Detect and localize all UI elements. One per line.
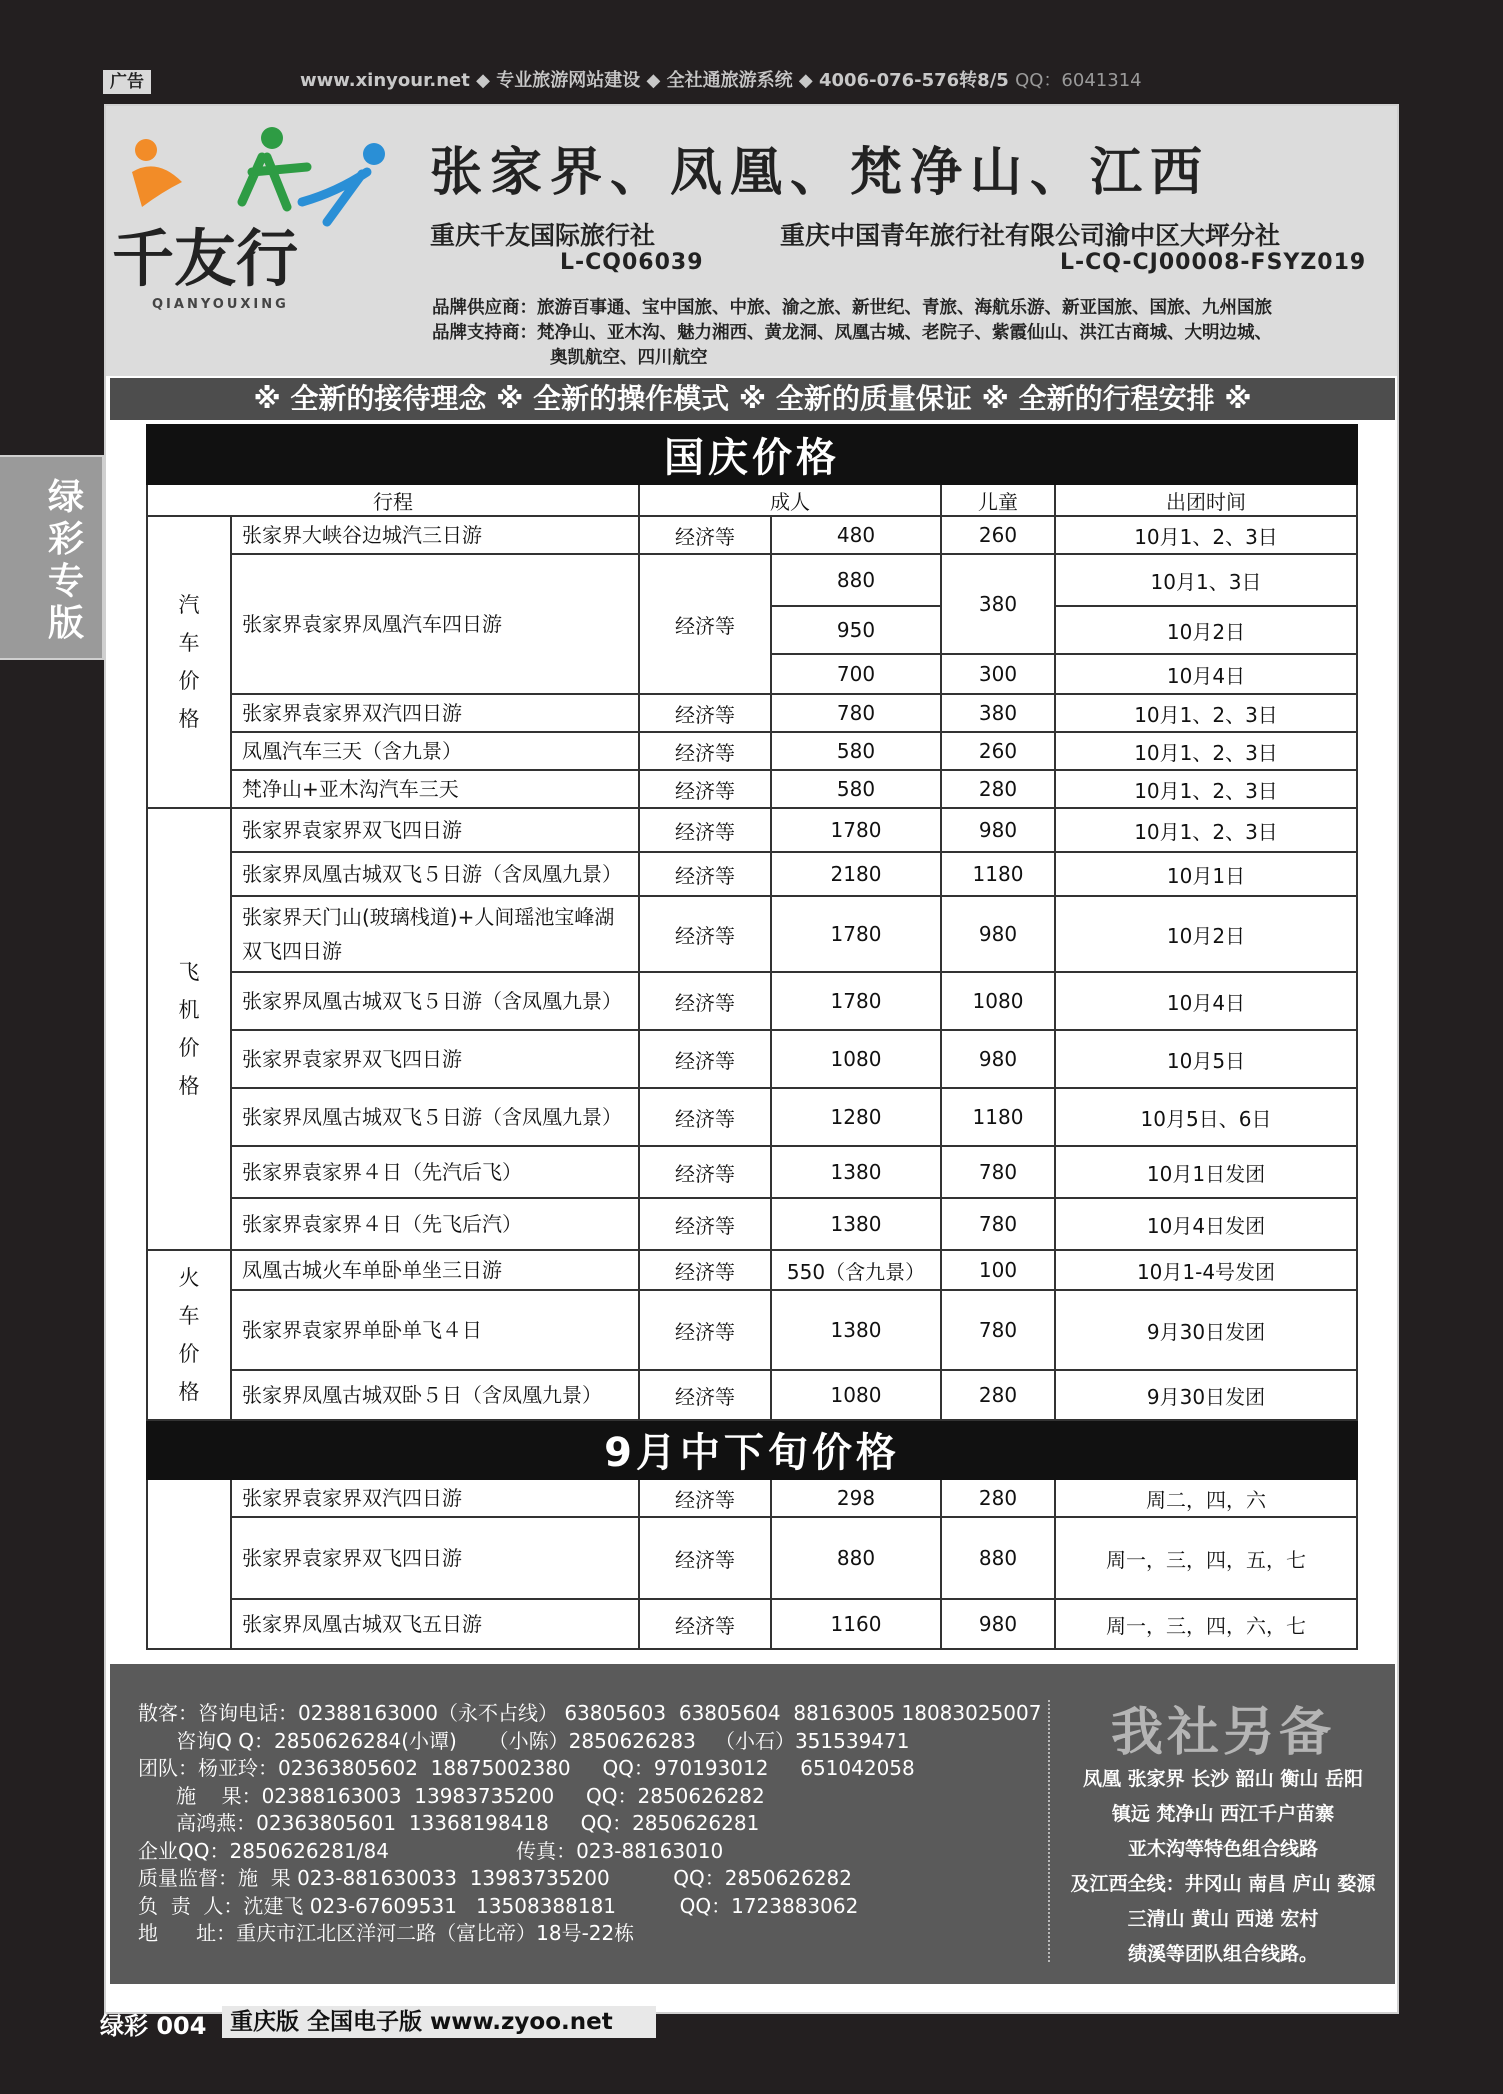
child-price: 380 — [941, 554, 1055, 654]
logo-green-figure-icon — [261, 127, 283, 149]
child-price: 980 — [941, 896, 1055, 972]
also-offer-line: 及江西全线：井冈山 南昌 庐山 婺源 — [1070, 1873, 1376, 1895]
child-price: 260 — [941, 732, 1055, 770]
contact-line: 散客：咨询电话：02388163000（永不占线） 63805603 63805604 88163005 18083025007 — [138, 1701, 1042, 1725]
departure-dates: 10月1日 — [1055, 852, 1357, 896]
grade-cell: 经济等 — [639, 554, 771, 694]
adult-price: 580 — [771, 732, 941, 770]
departure-dates: 10月4日 — [1055, 972, 1357, 1030]
route-cell: 张家界凤凰古城双卧５日（含凤凰九景） — [231, 1370, 639, 1420]
route-cell: 凤凰汽车三天（含九景） — [231, 732, 639, 770]
route-cell: 张家界袁家界双汽四日游 — [231, 1479, 639, 1517]
child-price: 100 — [941, 1250, 1055, 1290]
price-table — [146, 424, 1358, 1650]
adult-price: 1080 — [771, 1370, 941, 1420]
table-row — [147, 852, 1357, 896]
adult-price: 1080 — [771, 1030, 941, 1088]
table-header-row — [147, 484, 1357, 516]
september-title: 9月中下旬价格 — [147, 1420, 1357, 1479]
departure-dates: 9月30日发团 — [1055, 1290, 1357, 1370]
departure-dates: 10月5日、6日 — [1055, 1088, 1357, 1146]
september-banner — [147, 1420, 1357, 1479]
child-price: 1180 — [941, 1088, 1055, 1146]
grade-cell: 经济等 — [639, 770, 771, 808]
departure-dates: 10月1、2、3日 — [1055, 732, 1357, 770]
child-price: 1080 — [941, 972, 1055, 1030]
adult-price: 1380 — [771, 1146, 941, 1198]
grade-cell: 经济等 — [639, 1250, 771, 1290]
adult-price: 880 — [771, 554, 941, 606]
route-cell: 张家界大峡谷边城汽三日游 — [231, 516, 639, 554]
child-price: 1180 — [941, 852, 1055, 896]
route-cell: 张家界袁家界双飞四日游 — [231, 808, 639, 852]
category-plane: 飞机价格 — [147, 808, 231, 1250]
national-day-title: 国庆价格 — [147, 425, 1357, 484]
departure-dates: 10月4日 — [1055, 654, 1357, 694]
ad-tag: 广告 — [103, 70, 151, 94]
grade-cell: 经济等 — [639, 1290, 771, 1370]
adult-price: 700 — [771, 654, 941, 694]
side-tab-label: 绿彩专版 — [48, 477, 85, 644]
table-row — [147, 1599, 1357, 1649]
child-price: 880 — [941, 1517, 1055, 1599]
headline: 张家界、凤凰、梵净山、江西 — [430, 142, 1211, 203]
child-price: 780 — [941, 1290, 1055, 1370]
adult-price: 880 — [771, 1517, 941, 1599]
table-row — [147, 1030, 1357, 1088]
child-price: 980 — [941, 808, 1055, 852]
table-row — [147, 1146, 1357, 1198]
contact-info — [138, 1700, 1058, 1948]
logo-text: 千友行 — [112, 222, 299, 295]
grade-cell: 经济等 — [639, 1088, 771, 1146]
grade-cell: 经济等 — [639, 732, 771, 770]
child-price: 380 — [941, 694, 1055, 732]
brand-supporters-cont: 奥凯航空、四川航空 — [550, 348, 708, 368]
grade-cell: 经济等 — [639, 972, 771, 1030]
col-dates: 出团时间 — [1055, 484, 1357, 516]
also-offer-line: 镇远 梵净山 西江千户苗寨 — [1111, 1803, 1335, 1825]
route-cell: 张家界凤凰古城双飞５日游（含凤凰九景） — [231, 972, 639, 1030]
contact-line: 高鸿燕：02363805601 13368198418 QQ：2850626281 — [138, 1811, 760, 1835]
logo — [112, 112, 392, 312]
child-price: 300 — [941, 654, 1055, 694]
departure-dates: 周一，三，四，六，七 — [1055, 1599, 1357, 1649]
grade-cell: 经济等 — [639, 1370, 771, 1420]
table-row — [147, 896, 1357, 972]
top-info-line — [300, 68, 1300, 94]
child-price: 280 — [941, 1370, 1055, 1420]
departure-dates: 10月1、3日 — [1055, 554, 1357, 606]
top-services: ◆ 专业旅游网站建设 ◆ 全社通旅游系统 ◆ 4006-076-576转8/5 — [476, 70, 1009, 91]
departure-dates: 10月2日 — [1055, 896, 1357, 972]
table-row — [147, 554, 1357, 606]
grade-cell: 经济等 — [639, 1599, 771, 1649]
route-cell: 张家界凤凰古城双飞５日游（含凤凰九景） — [231, 852, 639, 896]
route-cell: 张家界袁家界双飞四日游 — [231, 1030, 639, 1088]
table-row — [147, 1517, 1357, 1599]
child-price: 280 — [941, 1479, 1055, 1517]
grade-cell: 经济等 — [639, 1198, 771, 1250]
also-offer-line: 绩溪等团队组合线路。 — [1127, 1943, 1318, 1965]
adult-price: 1780 — [771, 808, 941, 852]
edition-link[interactable]: 重庆版 全国电子版 www.zyoo.net — [222, 2006, 656, 2038]
table-row — [147, 1250, 1357, 1290]
grade-cell: 经济等 — [639, 808, 771, 852]
grade-cell: 经济等 — [639, 1146, 771, 1198]
table-row — [147, 1198, 1357, 1250]
grade-cell: 经济等 — [639, 1479, 771, 1517]
table-row — [147, 770, 1357, 808]
logo-orange-figure-icon — [135, 139, 157, 161]
departure-dates: 周一，三，四，五，七 — [1055, 1517, 1357, 1599]
page-number: 绿彩 004 — [100, 2012, 207, 2040]
grade-cell: 经济等 — [639, 1030, 771, 1088]
grade-cell: 经济等 — [639, 516, 771, 554]
brand-suppliers: 品牌供应商：旅游百事通、宝中国旅、中旅、渝之旅、新世纪、青旅、海航乐游、新亚国旅、国旅、九州国旅 — [432, 298, 1272, 318]
route-cell: 张家界天门山(玻璃栈道)+人间瑶池宝峰湖双飞四日游 — [231, 896, 639, 972]
national-day-banner — [147, 425, 1357, 484]
agency-right-name: 重庆中国青年旅行社有限公司渝中区大坪分社 — [780, 221, 1281, 250]
table-row — [147, 1370, 1357, 1420]
adult-price: 298 — [771, 1479, 941, 1517]
child-price: 280 — [941, 770, 1055, 808]
departure-dates: 10月1、2、3日 — [1055, 808, 1357, 852]
category-train: 火车价格 — [147, 1250, 231, 1420]
departure-dates: 10月1、2、3日 — [1055, 694, 1357, 732]
route-cell: 梵净山+亚木沟汽车三天 — [231, 770, 639, 808]
child-price: 980 — [941, 1599, 1055, 1649]
table-row — [147, 1479, 1357, 1517]
table-row — [147, 516, 1357, 554]
child-price: 980 — [941, 1030, 1055, 1088]
logo-subtext: QIANYOUXING — [152, 297, 289, 312]
departure-dates: 10月1日发团 — [1055, 1146, 1357, 1198]
adult-price: 580 — [771, 770, 941, 808]
col-adult: 成人 — [639, 484, 941, 516]
adult-price: 480 — [771, 516, 941, 554]
route-cell: 张家界袁家界单卧单飞４日 — [231, 1290, 639, 1370]
route-cell: 张家界袁家界双汽四日游 — [231, 694, 639, 732]
also-offer-line: 凤凰 张家界 长沙 韶山 衡山 岳阳 — [1082, 1768, 1364, 1790]
adult-price: 1780 — [771, 972, 941, 1030]
departure-dates: 10月1-4号发团 — [1055, 1250, 1357, 1290]
top-qq: QQ：6041314 — [1015, 70, 1142, 91]
col-child: 儿童 — [941, 484, 1055, 516]
col-route: 行程 — [147, 484, 639, 516]
table-row — [147, 732, 1357, 770]
grade-cell: 经济等 — [639, 1517, 771, 1599]
table-row — [147, 694, 1357, 732]
departure-dates: 9月30日发团 — [1055, 1370, 1357, 1420]
contact-line: 企业QQ：2850626281/84 传真：023-88163010 — [138, 1838, 724, 1863]
adult-price: 1280 — [771, 1088, 941, 1146]
adult-price: 1380 — [771, 1198, 941, 1250]
slogan-bar: ※ 全新的接待理念 ※ 全新的操作模式 ※ 全新的质量保证 ※ 全新的行程安排 ※ — [110, 378, 1395, 420]
contact-line: 地 址：重庆市江北区洋河二路（富比帝）18号-22栋 — [138, 1921, 635, 1945]
brand-supporters: 品牌支持商：梵净山、亚木沟、魅力湘西、黄龙洞、凤凰古城、老院子、紫霞仙山、洪江古商城、大明边城、 — [432, 323, 1272, 343]
agency-left-name: 重庆千友国际旅行社 — [430, 221, 656, 250]
departure-dates: 10月4日发团 — [1055, 1198, 1357, 1250]
adult-price: 2180 — [771, 852, 941, 896]
adult-price: 1160 — [771, 1599, 941, 1649]
grade-cell: 经济等 — [639, 852, 771, 896]
route-cell: 张家界袁家界４日（先汽后飞） — [231, 1146, 639, 1198]
agency-right-license: L-CQ-CJ00008-FSYZ019 — [1060, 250, 1367, 275]
grade-cell: 经济等 — [639, 694, 771, 732]
departure-dates: 周二，四，六 — [1055, 1479, 1357, 1517]
adult-price: 780 — [771, 694, 941, 732]
route-cell: 张家界凤凰古城双飞５日游（含凤凰九景） — [231, 1088, 639, 1146]
grade-cell: 经济等 — [639, 896, 771, 972]
contact-line: 施 果：02388163003 13983735200 QQ：2850626282 — [138, 1783, 765, 1808]
table-row — [147, 1290, 1357, 1370]
logo-blue-figure-icon — [363, 143, 385, 165]
adult-price: 1780 — [771, 896, 941, 972]
route-cell: 张家界袁家界双飞四日游 — [231, 1517, 639, 1599]
agency-left-license: L-CQ06039 — [560, 250, 704, 275]
side-tab — [0, 455, 104, 660]
contact-line: 咨询Q Q：2850626284(小谭) （小陈）2850626283 （小石）351539471 — [138, 1728, 910, 1753]
category-empty — [147, 1479, 231, 1649]
departure-dates: 10月5日 — [1055, 1030, 1357, 1088]
departure-dates: 10月2日 — [1055, 606, 1357, 654]
adult-price: 950 — [771, 606, 941, 654]
route-cell: 张家界袁家界４日（先飞后汽） — [231, 1198, 639, 1250]
table-row — [147, 972, 1357, 1030]
also-offer-line: 三清山 黄山 西递 宏村 — [1127, 1908, 1319, 1930]
adult-price: 550（含九景） — [771, 1250, 941, 1290]
table-row — [147, 1088, 1357, 1146]
child-price: 260 — [941, 516, 1055, 554]
also-offer-line: 亚木沟等特色组合线路 — [1127, 1838, 1318, 1860]
also-offer-list — [1065, 1762, 1381, 1972]
adult-price: 1380 — [771, 1290, 941, 1370]
table-row — [147, 808, 1357, 852]
child-price: 780 — [941, 1198, 1055, 1250]
contact-line: 团队：杨亚玲：02363805602 18875002380 QQ：970193012 651042058 — [138, 1756, 915, 1780]
departure-dates: 10月1、2、3日 — [1055, 770, 1357, 808]
route-cell: 张家界袁家界凤凰汽车四日游 — [231, 554, 639, 694]
footer-divider — [1048, 1700, 1050, 1962]
departure-dates: 10月1、2、3日 — [1055, 516, 1357, 554]
contact-line: 负 责 人：沈建飞 023-67609531 13508388181 QQ：1723883062 — [138, 1893, 859, 1918]
route-cell: 张家界凤凰古城双飞五日游 — [231, 1599, 639, 1649]
category-car: 汽车价格 — [147, 516, 231, 808]
contact-line: 质量监督：施 果 023-881630033 13983735200 QQ：2850626282 — [138, 1866, 852, 1890]
child-price: 780 — [941, 1146, 1055, 1198]
top-site-link[interactable]: www.xinyour.net — [300, 70, 470, 91]
route-cell: 凤凰古城火车单卧单坐三日游 — [231, 1250, 639, 1290]
also-offer-title: 我社另备 — [1110, 1703, 1335, 1763]
